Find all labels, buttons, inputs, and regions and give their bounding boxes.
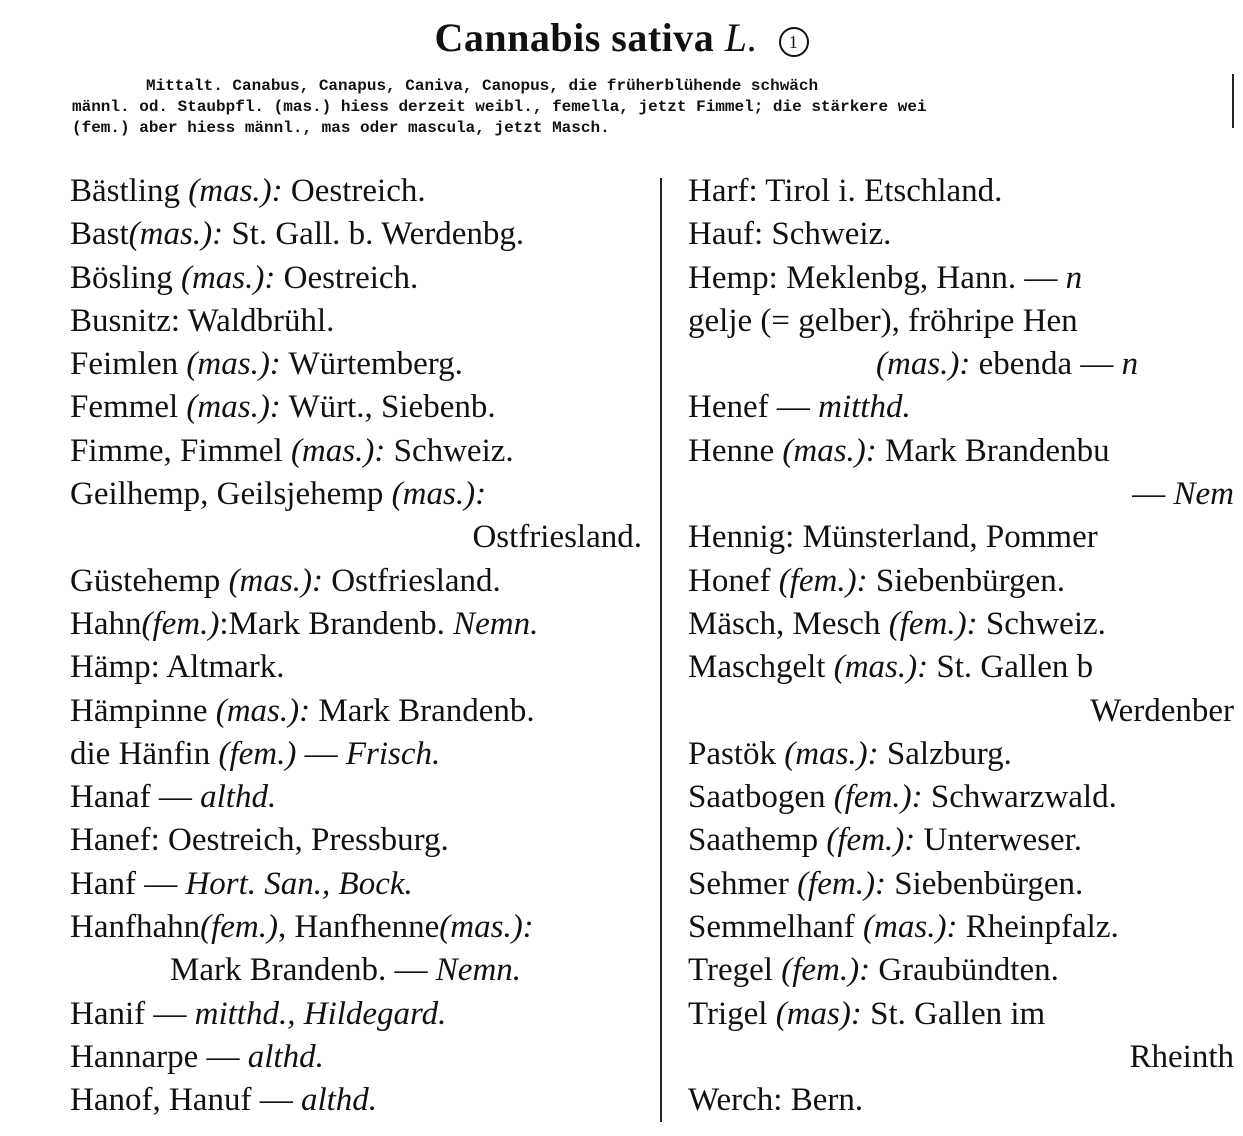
entry-text: gelje (= gelber), fröhripe Hen — [688, 302, 1078, 339]
entry-sex: (fem.) — [200, 909, 279, 946]
entry-region: Schweiz. — [393, 432, 514, 469]
entry — [688, 516, 1234, 559]
entry-name: Harf: — [688, 173, 758, 209]
page-title — [0, 14, 1243, 61]
entry-name-2: , Hanfhenne — [278, 909, 440, 946]
left-column — [70, 170, 642, 1123]
entry-region: Würtemberg. — [288, 346, 463, 383]
entry-name: Hanaf — [70, 779, 151, 816]
entry-region: Tirol i. Etschland. — [765, 173, 1003, 209]
entry-source: mitthd. — [818, 389, 911, 426]
entry — [688, 213, 1234, 256]
entry-continuation — [688, 690, 1234, 733]
entry — [70, 819, 642, 862]
entry-region: Werdenber — [1090, 692, 1234, 729]
entry-region: St. Gallen im — [870, 995, 1046, 1032]
entry-source: Nem — [1173, 476, 1234, 513]
entry-dash: — — [776, 389, 810, 426]
entry — [70, 906, 642, 949]
entry-name: Hemp: — [688, 259, 778, 296]
entry-sex: (mas.): — [215, 692, 311, 729]
entry — [688, 560, 1234, 603]
intro-paragraph — [72, 76, 1232, 139]
entry-sex: (mas.): — [188, 173, 283, 209]
entry-name: Honef — [688, 562, 771, 599]
entry-name: Hanef: — [70, 822, 160, 859]
entry-name: Maschgelt — [688, 649, 826, 686]
entry-source: Nemn. — [453, 605, 539, 642]
entry-dash: — — [304, 735, 338, 772]
entry-name: Hämp: — [70, 649, 160, 686]
entry-name: Feimlen — [70, 346, 179, 383]
entry — [70, 733, 642, 776]
entry-region: Schweiz. — [985, 605, 1106, 642]
entry-region: Rheinth — [1129, 1038, 1234, 1075]
species-name: Cannabis sativa — [434, 15, 715, 60]
entry-sex-2: (mas.): — [439, 909, 534, 946]
entry — [688, 733, 1234, 776]
entry-continuation — [70, 949, 642, 992]
entry — [70, 343, 642, 386]
species-author: L. — [724, 15, 759, 60]
entry — [688, 863, 1234, 906]
entry-sex: (mas.): — [391, 476, 487, 513]
entry-name: Hennig: — [688, 519, 795, 556]
entry-sex: (mas): — [775, 995, 862, 1032]
entry-sex: (mas.): — [833, 649, 929, 686]
entry — [688, 646, 1234, 689]
entry-name: Semmelhanf — [688, 909, 855, 946]
entry-name: Geilhemp, Geilsjehemp — [70, 476, 384, 513]
entry-name: Hahn — [70, 605, 142, 642]
entry-sex: (mas.): — [782, 432, 877, 469]
entry — [70, 646, 642, 689]
entry-sex: (mas.): — [876, 346, 971, 383]
entry-region: Mark Brandenbu — [885, 432, 1110, 469]
entry — [70, 603, 642, 646]
entry-sex: (fem.) — [218, 735, 297, 772]
entry-dash: — — [153, 995, 187, 1032]
entry — [688, 1079, 1234, 1122]
entry — [688, 819, 1234, 862]
entry-region: Ostfriesland. — [472, 519, 642, 556]
entry-name: Fimme, Fimmel — [70, 432, 283, 469]
entry — [688, 603, 1234, 646]
entry-source: althd. — [200, 779, 277, 816]
entry-name: Tregel — [688, 952, 773, 989]
entry-region: Rheinpfalz. — [965, 909, 1119, 946]
entry-sex: (fem.): — [781, 952, 871, 989]
entry-sex: (mas.): — [186, 346, 281, 383]
entry-continuation — [688, 343, 1234, 386]
entry-continuation — [688, 300, 1234, 343]
entry-region: Oestreich. — [290, 173, 426, 209]
entry-name: Hanfhahn — [70, 909, 201, 946]
entry-region: Ostfriesland. — [331, 562, 501, 599]
entry-sex: (mas.): — [290, 432, 386, 469]
entry-region: Meklenbg, Hann. — [786, 259, 1017, 296]
entry — [688, 170, 1234, 213]
entry-name: Hauf: — [688, 216, 764, 253]
entry-name: Bösling — [70, 259, 173, 296]
entry-dash: — — [1132, 476, 1166, 513]
entry-name: Hämpinne — [70, 692, 208, 729]
entry-region: Bern. — [790, 1082, 864, 1119]
entry-dash: — — [206, 1038, 240, 1075]
entry-dash: — — [1024, 259, 1058, 296]
footnote-marker: 1 — [779, 27, 809, 57]
entry-region: Oestreich, Pressburg. — [168, 822, 449, 859]
edge-rule — [1232, 74, 1234, 128]
entry-region: Würt., Siebenb. — [288, 389, 496, 426]
entry — [70, 690, 642, 733]
entry — [70, 300, 642, 343]
entry — [70, 213, 642, 256]
entry-region: St. Gall. b. Werdenbg. — [231, 216, 525, 253]
entry-region: Siebenbürgen. — [875, 562, 1065, 599]
entry-source-2: Hildegard. — [303, 995, 447, 1032]
entry-dash: — — [158, 779, 192, 816]
entry-name: Bast — [70, 216, 129, 253]
entry-dash: — — [1080, 346, 1114, 383]
entry-name: Hanf — [70, 865, 136, 902]
entry-sex: (mas.): — [128, 216, 224, 253]
entry-source: Hort. San., Bock. — [185, 865, 413, 902]
entry-source: Frisch. — [345, 735, 441, 772]
entry-sex: (fem.): — [833, 779, 923, 816]
entry-name: Sehmer — [688, 865, 789, 902]
entry-region: ebenda — [978, 346, 1073, 383]
entry-continuation — [688, 1036, 1234, 1079]
entry-sex: (fem.): — [778, 562, 868, 599]
entry-region: Oestreich. — [283, 259, 419, 296]
entry-source: Nemn. — [435, 952, 522, 989]
entry — [688, 430, 1234, 473]
entry-region: Siebenbürgen. — [894, 865, 1084, 902]
entry-name: die Hänfin — [70, 735, 211, 772]
entry-sex: (fem.) — [141, 605, 220, 642]
entry — [688, 386, 1234, 429]
intro-line: männl. od. Staubpfl. (mas.) hiess derzeit weibl., femella, jetzt Fimmel; die stärkere wei — [72, 98, 927, 116]
entry-sex: (fem.): — [826, 822, 916, 859]
entry-region: Münsterland, Pommer — [802, 519, 1098, 556]
entry-sex: (mas.): — [784, 735, 879, 772]
entry-name: Saathemp — [688, 822, 819, 859]
entry-name: Trigel — [688, 995, 768, 1032]
entry — [70, 863, 642, 906]
entry — [688, 949, 1234, 992]
entry-region: Schweiz. — [771, 216, 892, 253]
entry-region: Mark Brandenb. — [170, 952, 387, 989]
column-divider — [660, 178, 662, 1122]
entry-name: Werch: — [688, 1082, 783, 1119]
entry — [688, 993, 1234, 1036]
entry-sex: (mas.): — [186, 389, 281, 426]
entry-dash: — — [144, 865, 178, 902]
entry — [688, 257, 1234, 300]
entry-name: Saatbogen — [688, 779, 826, 816]
entry-cut: n — [1121, 346, 1139, 383]
entry-continuation — [688, 473, 1234, 516]
entry-sex: (mas.): — [863, 909, 958, 946]
entry — [688, 906, 1234, 949]
entry-dash: — — [259, 1082, 293, 1119]
entry-region: Mark Brandenb. — [318, 692, 535, 729]
entry-region: Salzburg. — [886, 735, 1012, 772]
entry — [70, 170, 642, 213]
entry — [70, 993, 642, 1036]
entry-name: Hanif — [70, 995, 146, 1032]
entry-source: althd. — [300, 1082, 378, 1119]
entry-sex: (fem.): — [888, 605, 978, 642]
entry-region: Unterweser. — [923, 822, 1083, 859]
entry-region: Schwarzwald. — [930, 779, 1117, 816]
entry-continuation — [70, 516, 642, 559]
entry-region: :Mark Brandenb. — [219, 605, 445, 642]
entry-name: Henne — [688, 432, 775, 469]
intro-line: (fem.) aber hiess männl., mas oder mascula, jetzt Masch. — [72, 119, 610, 137]
entry-source: mitthd., — [194, 995, 296, 1032]
intro-line: Mittalt. Canabus, Canapus, Caniva, Canopus, die früherblühende schwäch — [146, 77, 819, 95]
entry-region: Graubündten. — [878, 952, 1059, 989]
entry — [70, 386, 642, 429]
entry — [70, 430, 642, 473]
entry-name: Femmel — [70, 389, 179, 426]
entry-sex: (mas.): — [228, 562, 323, 599]
entry — [70, 1079, 642, 1122]
entry-region: Altmark. — [166, 649, 285, 686]
entry-dash: — — [394, 952, 428, 989]
entry — [688, 776, 1234, 819]
entry — [70, 560, 642, 603]
entry-sex: (mas.): — [180, 259, 276, 296]
entry-name: Hanof, Hanuf — [70, 1082, 252, 1119]
entry-name: Pastök — [688, 735, 777, 772]
entry — [70, 776, 642, 819]
entry-name: Güstehemp — [70, 562, 221, 599]
entry-name: Busnitz: — [70, 302, 181, 339]
entry-source: althd. — [247, 1038, 324, 1075]
entry-name: Hannarpe — [70, 1038, 199, 1075]
entry-region: Waldbrühl. — [187, 302, 335, 339]
entry-name: Henef — [688, 389, 769, 426]
entry-name: Bästling — [70, 173, 181, 209]
entry — [70, 257, 642, 300]
entry — [70, 473, 642, 516]
entry-sex: (fem.): — [797, 865, 886, 902]
entry-region: St. Gallen b — [936, 649, 1094, 686]
entry — [70, 1036, 642, 1079]
entry-name: Mäsch, Mesch — [688, 605, 881, 642]
right-column — [688, 170, 1234, 1123]
entry-cut: n — [1065, 259, 1083, 296]
